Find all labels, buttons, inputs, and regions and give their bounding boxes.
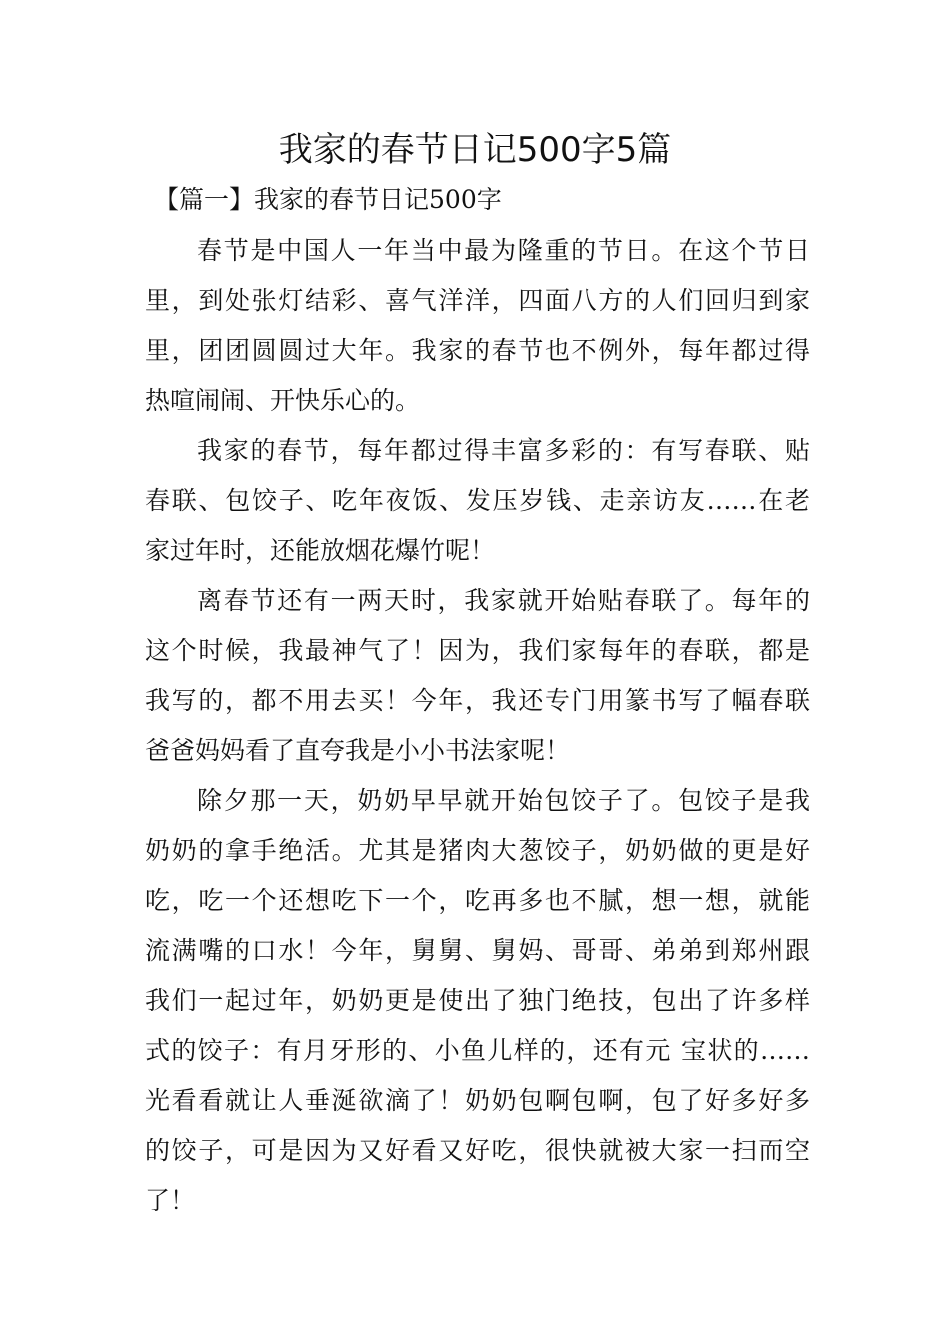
paragraph-2 xyxy=(145,426,810,576)
paragraph-line: 我写的，都不用去买！今年，我还专门用篆书写了幅春联 xyxy=(145,686,810,715)
paragraph-line: 里，到处张灯结彩、喜气洋洋，四面八方的人们回归到家 xyxy=(145,286,810,315)
paragraph-line: 热喧闹闹、开快乐心的。 xyxy=(145,386,421,415)
document-title: 我家的春节日记500字5篇 xyxy=(278,130,672,170)
paragraph-line: 这个时候，我最神气了！因为，我们家每年的春联，都是 xyxy=(145,636,810,665)
paragraph-line: 光看看就让人垂涎欲滴了！奶奶包啊包啊，包了好多好多 xyxy=(145,1086,810,1115)
paragraph-3 xyxy=(145,576,810,776)
paragraph-line: 我家的春节，每年都过得丰富多彩的：有写春联、贴 xyxy=(197,436,810,465)
section-heading: 【篇一】我家的春节日记500字 xyxy=(154,185,502,214)
paragraph-line: 吃，吃一个还想吃下一个，吃再多也不腻，想一想，就能 xyxy=(145,886,810,915)
paragraph-line: 春节是中国人一年当中最为隆重的节日。在这个节日 xyxy=(197,236,810,265)
paragraph-line: 了！ xyxy=(145,1186,196,1215)
paragraph-line: 我们一起过年，奶奶更是使出了独门绝技，包出了许多样 xyxy=(145,986,810,1015)
paragraph-1 xyxy=(145,226,810,426)
paragraph-line: 爸爸妈妈看了直夸我是小小书法家呢！ xyxy=(145,736,571,765)
paragraph-line: 奶奶的拿手绝活。尤其是猪肉大葱饺子，奶奶做的更是好 xyxy=(145,836,810,865)
paragraph-line: 离春节还有一两天时，我家就开始贴春联了。每年的 xyxy=(197,586,810,615)
paragraph-line: 式的饺子：有月牙形的、小鱼儿样的，还有元 宝状的…… xyxy=(145,1036,810,1065)
paragraph-line: 的饺子，可是因为又好看又好吃，很快就被大家一扫而空 xyxy=(145,1136,810,1165)
paragraph-line: 春联、包饺子、吃年夜饭、发压岁钱、走亲访友……在老 xyxy=(145,486,810,515)
paragraph-line: 除夕那一天，奶奶早早就开始包饺子了。包饺子是我 xyxy=(197,786,810,815)
paragraph-line: 里，团团圆圆过大年。我家的春节也不例外，每年都过得 xyxy=(145,336,810,365)
paragraph-line: 流满嘴的口水！今年，舅舅、舅妈、哥哥、弟弟到郑州跟 xyxy=(145,936,810,965)
paragraph-line: 家过年时，还能放烟花爆竹呢！ xyxy=(145,536,496,565)
paragraph-4 xyxy=(145,776,810,1226)
